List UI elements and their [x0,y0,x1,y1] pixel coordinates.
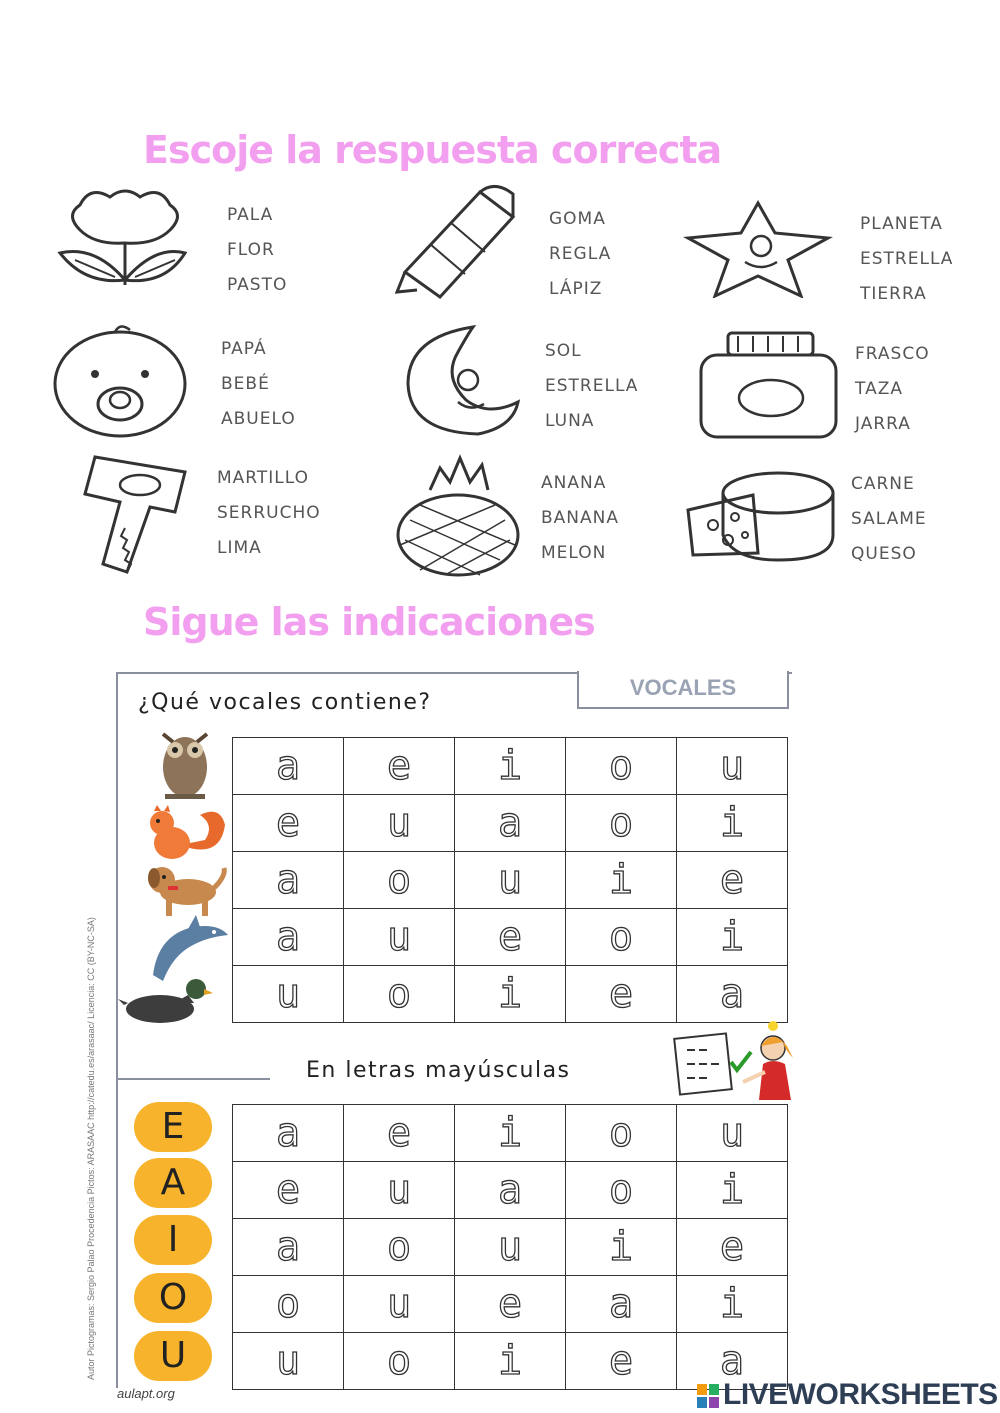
grid-cell[interactable]: o [566,1162,677,1219]
duck-icon [118,975,213,1030]
girl-with-chart-icon [673,1020,803,1102]
grid-cell[interactable]: a [455,1162,566,1219]
grid-cell[interactable]: u [344,1276,455,1333]
grid-cell[interactable]: o [566,1105,677,1162]
option[interactable]: ABUELO [221,409,296,429]
option[interactable]: MARTILLO [217,468,309,488]
grid-cell[interactable]: u [455,852,566,909]
option[interactable]: LUNA [545,411,595,431]
options-moon [545,334,638,439]
option[interactable]: REGLA [549,244,612,264]
option[interactable]: FRASCO [855,344,930,364]
options-flower [227,198,287,303]
option[interactable]: SALAME [851,509,927,529]
grid-cell[interactable]: u [455,1219,566,1276]
grid-cell[interactable]: e [455,1276,566,1333]
grid-cell[interactable]: a [455,795,566,852]
grid-cell[interactable]: a [233,738,344,795]
grid-cell[interactable]: o [344,852,455,909]
grid-cell[interactable]: a [233,852,344,909]
grid-cell[interactable]: u [344,795,455,852]
capital-bubble: E [134,1102,212,1152]
grid-cell[interactable]: u [344,909,455,966]
option[interactable]: LÁPIZ [549,279,603,299]
grid-cell[interactable]: i [677,795,788,852]
option[interactable]: SOL [545,341,582,361]
grid-cell[interactable]: o [566,909,677,966]
capital-bubble: U [134,1331,212,1381]
brand-name: LIVEWORKSHEETS [723,1378,998,1411]
squirrel-icon [140,805,230,863]
liveworksheets-badge-icon [697,1384,719,1408]
grid-cell[interactable]: i [566,1219,677,1276]
grid-cell[interactable]: u [677,738,788,795]
options-jar [855,337,930,442]
option[interactable]: SERRUCHO [217,503,321,523]
option[interactable]: BANANA [541,508,619,528]
option[interactable]: CARNE [851,474,915,494]
grid-cell[interactable]: e [344,1105,455,1162]
option[interactable]: TAZA [855,379,903,399]
grid-cell[interactable]: e [344,738,455,795]
grid-row [233,966,788,1023]
option[interactable]: QUESO [851,544,917,564]
options-cheese [851,467,927,572]
grid-row [233,852,788,909]
flower-icon [55,185,195,290]
dog-icon [140,858,228,918]
option[interactable]: PLANETA [860,214,943,234]
grid-cell[interactable]: e [455,909,566,966]
options-baby [221,332,296,437]
option[interactable]: GOMA [549,209,606,229]
site-label: aulapt.org [117,1386,175,1401]
moon-icon [388,322,528,442]
vowel-grid-lowercase [232,737,788,1023]
grid-cell[interactable]: a [233,1219,344,1276]
options-pineapple [541,466,619,571]
options-star [860,207,953,312]
baby-icon [45,322,195,442]
grid-cell[interactable]: e [677,1219,788,1276]
grid-cell[interactable]: e [233,795,344,852]
grid-cell[interactable]: a [233,909,344,966]
grid-cell[interactable]: o [233,1276,344,1333]
grid-cell[interactable]: o [344,1219,455,1276]
option[interactable]: ANANA [541,473,607,493]
grid-cell[interactable]: i [455,1333,566,1390]
grid-row [233,909,788,966]
capital-bubble: O [134,1273,212,1323]
worksheet-subtitle: En letras mayúsculas [306,1058,571,1083]
grid-cell[interactable]: i [566,852,677,909]
star-icon [683,198,833,298]
grid-cell[interactable]: a [677,966,788,1023]
grid-cell[interactable]: o [344,966,455,1023]
grid-cell[interactable]: i [455,966,566,1023]
option[interactable]: ESTRELLA [545,376,639,396]
options-saw [217,461,321,566]
grid-row [233,795,788,852]
pineapple-icon [390,450,520,578]
grid-cell[interactable]: o [566,795,677,852]
grid-cell[interactable]: o [344,1333,455,1390]
grid-row [233,1219,788,1276]
worksheet-question: ¿Qué vocales contiene? [138,690,432,715]
grid-cell[interactable]: i [677,909,788,966]
grid-cell[interactable]: i [677,1162,788,1219]
option[interactable]: FLOR [227,240,275,260]
grid-cell[interactable]: a [677,1333,788,1390]
heading-choose: Escoje la respuesta correcta [143,128,722,172]
option[interactable]: PASTO [227,275,288,295]
pictogram-credit: Autor Pictogramas: Sergio Palao Procedencia Pictos: ARASAAC http://catedu.es/arasaac/ Licencia: CC (BY-NC-SA) [86,917,96,1380]
option[interactable]: BEBÉ [221,374,270,394]
saw-icon [55,452,195,577]
options-pencil [549,202,611,307]
grid-cell[interactable]: i [677,1276,788,1333]
divider [118,1078,270,1080]
grid-row [233,1105,788,1162]
vowel-grid-uppercase [232,1104,788,1390]
vowels-tab: VOCALES [577,671,789,709]
option[interactable]: MELON [541,543,607,563]
liveworksheets-logo[interactable] [697,1378,998,1412]
grid-row [233,738,788,795]
grid-cell[interactable]: e [677,852,788,909]
grid-cell[interactable]: e [566,1333,677,1390]
option[interactable]: PAPÁ [221,339,267,359]
grid-cell[interactable]: i [455,738,566,795]
grid-cell[interactable]: i [455,1105,566,1162]
grid-cell[interactable]: u [233,966,344,1023]
option[interactable]: PALA [227,205,274,225]
jar-icon [693,328,843,443]
heading-follow: Sigue las indicaciones [143,600,595,644]
grid-cell[interactable]: u [677,1105,788,1162]
capital-bubble: A [134,1158,212,1208]
grid-cell[interactable]: e [233,1162,344,1219]
grid-cell[interactable]: a [566,1276,677,1333]
pencil-icon [395,182,525,302]
grid-cell[interactable]: u [344,1162,455,1219]
grid-cell[interactable]: o [566,738,677,795]
grid-row [233,1276,788,1333]
capital-bubble: I [134,1215,212,1265]
option[interactable]: LIMA [217,538,262,558]
grid-row [233,1162,788,1219]
option[interactable]: JARRA [855,414,911,434]
option[interactable]: TIERRA [860,284,927,304]
option[interactable]: ESTRELLA [860,249,954,269]
owl-icon [155,722,215,800]
grid-cell[interactable]: u [233,1333,344,1390]
cheese-icon [683,465,838,565]
grid-cell[interactable]: a [233,1105,344,1162]
grid-cell[interactable]: e [566,966,677,1023]
